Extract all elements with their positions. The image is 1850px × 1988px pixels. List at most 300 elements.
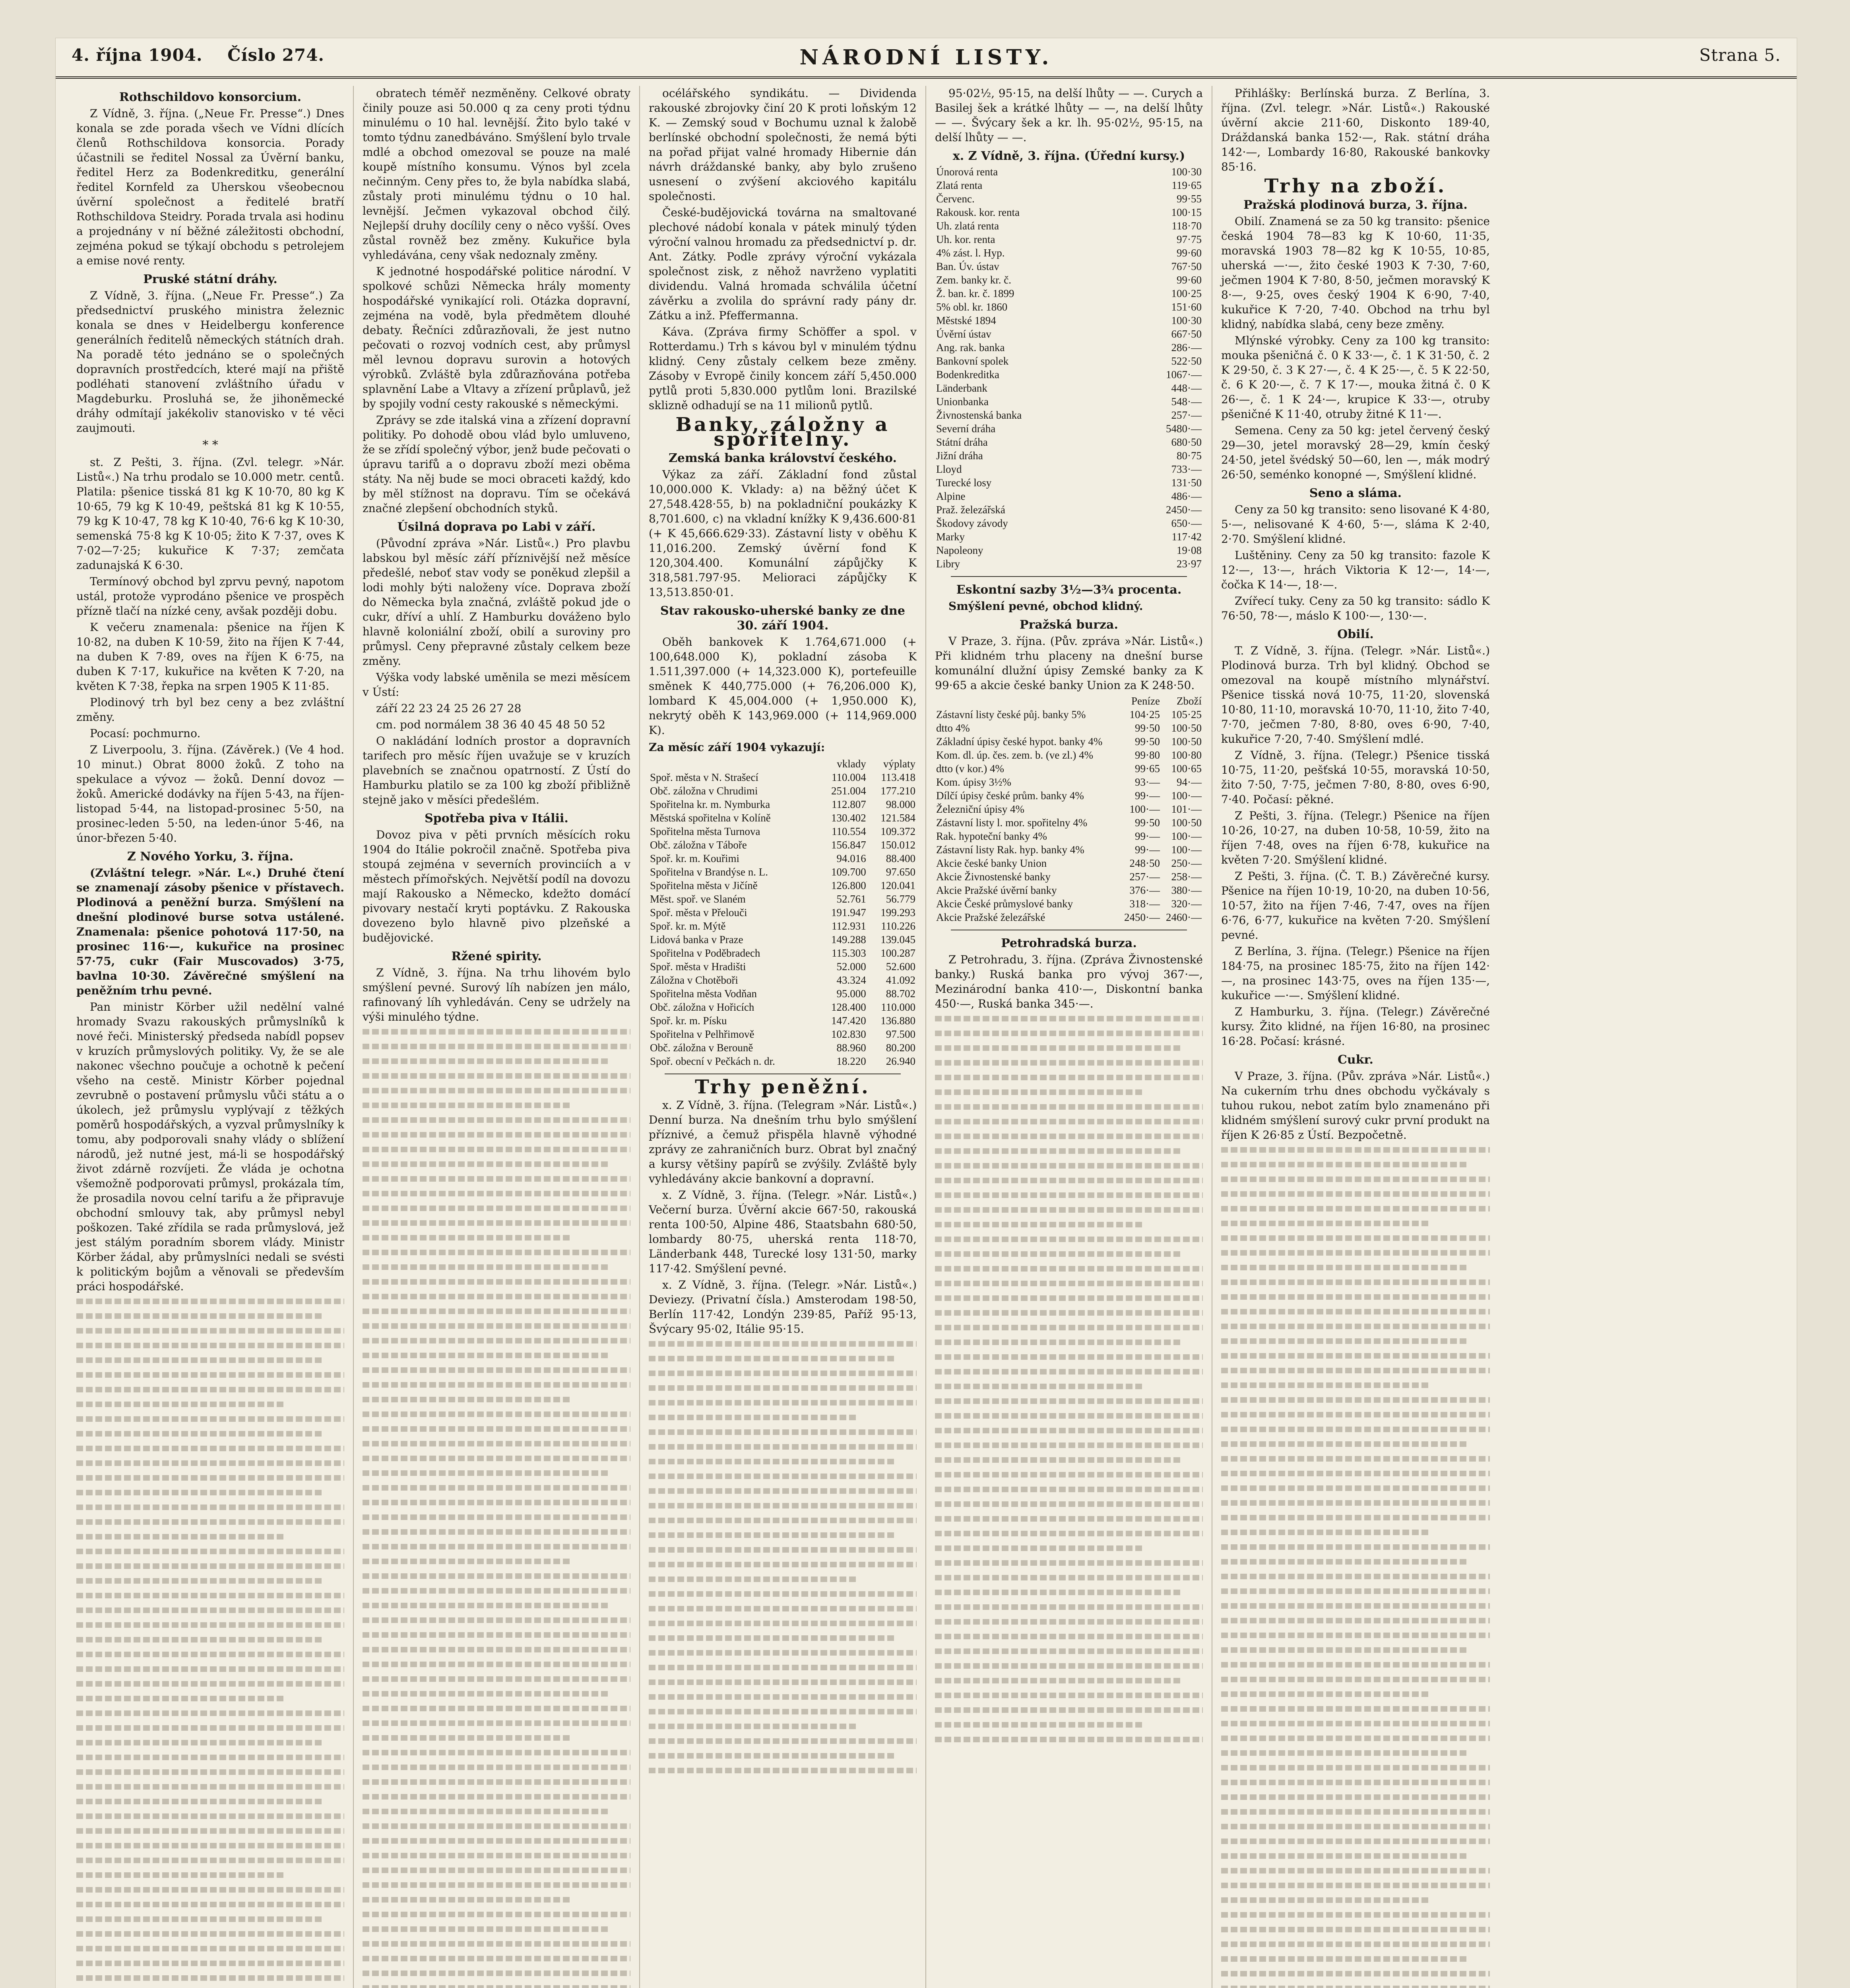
paragraph: x. Z Vídně, 3. října. (Telegr. »Nár. Listů«.) Deviezy. (Privatní čísla.) Amsterodam 198·50, Berlín 117·42, Londýn 239·85, Paříž 95·13, Švýcary 95·02, Itálie 95·15. <box>649 1278 917 1336</box>
table-row <box>935 911 1203 924</box>
heading-pivo-italie: Spotřeba piva v Itálii. <box>425 812 568 825</box>
row-value: 177.210 <box>880 785 915 797</box>
table-row <box>649 784 917 798</box>
table-row <box>935 883 1203 897</box>
table-row <box>935 462 1203 476</box>
row-label: Libry <box>936 558 960 570</box>
row-value: 100·30 <box>1171 166 1202 178</box>
paragraph: O nakládání lodních prostor a dopravních tarifech pro měsíc říjen uvažuje se v kruzích plavebních se značnou opatrností. Z Ústí do Hamburku platilo se za 100 kg zboží přibližně stejně jako v měsíci předešlém. <box>363 734 630 806</box>
table-row <box>649 798 917 811</box>
row-value: 118·70 <box>1171 220 1202 232</box>
row-value: 149.288 <box>831 934 866 945</box>
row-label: dtto 4% <box>936 722 970 734</box>
paragraph: Z Pešti, 3. října. (Telegr.) Pšenice na říjen 10·26, 10·27, na duben 10·58, 10·59, žito na říjen 7·48, oves na říjen 6·78, kukuřice na květen 7·20. Smýšlení klidné. <box>1221 809 1490 866</box>
table-row <box>649 825 917 838</box>
table-row <box>935 233 1203 246</box>
row-value: 110.004 <box>831 771 866 783</box>
row-value: 99·60 <box>1177 247 1202 259</box>
row-value: 733·— <box>1171 463 1202 475</box>
row-value: 1067·— <box>1166 369 1202 381</box>
table-row <box>935 708 1203 721</box>
row-label: Spořitelna města Turnova <box>650 825 760 837</box>
paragraph: x. Z Vídně, 3. října. (Telegr. »Nár. Listů«.) Večerní burza. Úvěrní akcie 667·50, rakouská renta 100·50, Alpine 486, Staatsbahn 680·50, lombardy 80·75, uherská renta 118·70, Länderbank 448, Turecké losy 131·50, marky 117·42. Smýšlení pevné. <box>649 1188 917 1275</box>
heading-uredni-kursy: x. Z Vídně, 3. října. (Úřední kursy.) <box>952 149 1185 163</box>
row-label: Spořitelna města Vodňan <box>650 988 757 1000</box>
table-row <box>649 865 917 879</box>
row-value: 88.702 <box>886 988 915 1000</box>
row-value: 128.400 <box>831 1001 866 1013</box>
vienna-quotes-table <box>935 165 1203 571</box>
row-value: 100·— <box>1171 790 1202 802</box>
row-value: 100·— <box>1129 803 1160 815</box>
row-label: Ž. ban. kr. č. 1899 <box>936 287 1014 299</box>
table-row <box>935 476 1203 489</box>
row-label: Spoř. obecní v Pečkách n. dr. <box>650 1055 775 1067</box>
row-label: Měst. spoř. ve Slaném <box>650 893 746 905</box>
row-value: 680·50 <box>1171 436 1202 448</box>
row-value: 119·65 <box>1171 179 1202 191</box>
row-value: 110.000 <box>881 1001 915 1013</box>
row-value: 667·50 <box>1171 328 1202 340</box>
row-label: Škodovy závody <box>936 517 1008 529</box>
row-value: 113.418 <box>881 771 915 783</box>
heading-spirity: Ržené spirity. <box>451 949 542 963</box>
row-value: 95.000 <box>836 988 866 1000</box>
row-value: 109.372 <box>880 825 915 837</box>
table-row <box>649 1027 917 1041</box>
paragraph: Výška vody labské uměnila se mezi měsícem v Ústí: <box>363 671 630 699</box>
row-value: 100·30 <box>1171 315 1202 326</box>
section-heading-trhy-na-zbozi: Trhy na zboží. <box>1264 175 1447 197</box>
paragraph: Obilí. Znamená se za 50 kg transito: pšenice česká 1904 78—83 kg K 10·60, 11·35, moravská 1903 78—82 kg K 10·55, 10·85, uherská —·—, žito české 1903 K 7·30, 7·60, ječmen 1904 K 7·80, 8·50, ječmen moravský K 8·—, 9·25, oves český 1904 K 6·90, 7·40, kukuřice K 7·20, 7·40. Obchod na trhu byl klidný, nabídka slabá, ceny beze změny. <box>1221 215 1490 331</box>
row-value: 100·25 <box>1171 287 1202 299</box>
table-header <box>649 757 917 771</box>
paragraph: obratech téměř nezměněny. Celkové obraty činily pouze asi 50.000 q za ceny proti týdnu minulému o 10 hal. levnější. Žito bylo také v tomto týdnu zanedbáváno. Smýšlení bylo trvale mdlé a obchod omezoval se pouze na malé koupě místního konsumu. Výnos byl zcela nečinným. Ceny přes to, že byla nabídka slabá, zůstaly proti minulému týdnu o 10 hal. levnější. Ječmen vykazoval obchod čilý. Nejlepší druhy docílily ceny o něco vyšší. Oves zůstal rovněž bez změny. Kukuřice byla vyhledávána, ceny však nedoznaly změny. <box>363 87 630 262</box>
table-row <box>935 314 1203 327</box>
row-label: Úvěrní ústav <box>936 328 991 340</box>
row-value: 112.931 <box>831 920 866 932</box>
row-value: 19·08 <box>1177 544 1202 556</box>
row-value: 5480·— <box>1166 423 1202 435</box>
row-value: 88.400 <box>886 852 915 864</box>
paragraph: Smýšlení pevné, obchod klidný. <box>948 600 1143 613</box>
table-row <box>649 933 917 946</box>
row-value: 147.420 <box>831 1015 866 1027</box>
heading-zemska-banka: Zemská banka království českého. <box>669 451 897 465</box>
row-value: 100·50 <box>1171 736 1202 747</box>
row-label: Městská spořitelna v Kolíně <box>650 812 771 824</box>
table-row <box>935 219 1203 233</box>
row-label: 5% obl. kr. 1860 <box>936 301 1008 313</box>
masthead-date: 4. října 1904. Číslo 274. <box>72 45 325 65</box>
text-lines <box>1221 1147 1490 1988</box>
col-header-vyplaty: výplaty <box>883 758 915 770</box>
paragraph: st. Z Pešti, 3. října. (Zvl. telegr. »Nár. Listů«.) Na trhu prodalo se 10.000 metr. centů. Platila: pšenice tisská 81 kg K 10·70, 80 kg K 10·65, 79 kg K 10·49, peštská 81 kg K 10·55, 79 kg K 10·47, 78 kg K 10·40, 76·6 kg K 10·30, semenská 75·8 kg K 10·05; žito K 7·37, oves K 7·02—7·25; kukuřice K 7·37; zemčata zadunajská K 6·30. <box>76 456 344 572</box>
row-label: Jižní dráha <box>936 450 983 462</box>
table-row <box>935 327 1203 341</box>
col-header-zbozi: Zboží <box>1177 695 1202 707</box>
row-label: Únorová renta <box>936 166 998 178</box>
row-value: 126.800 <box>831 879 866 891</box>
row-value: 320·— <box>1171 898 1202 910</box>
row-value: 191.947 <box>831 907 866 918</box>
row-label: Turecké losy <box>936 477 992 489</box>
row-label: Marky <box>936 531 965 543</box>
paragraph: V Praze, 3. října. (Pův. zpráva »Nár. Listů«.) Na cukerním trhu dnes obchodu vyčkávaly s tuhou rukou, nebot zatím bylo znamenáno při klidném smýšlení surový cukr první produkt na říjen K 26·85 z Ústí. Bezpočetně. <box>1221 1070 1490 1142</box>
row-label: Městské 1894 <box>936 315 996 326</box>
row-label: Rak. hypoteční banky 4% <box>936 830 1047 842</box>
row-value: 100·50 <box>1171 817 1202 829</box>
table-row <box>649 906 917 919</box>
paragraph: K jednotné hospodářské politice národní. V spolkové schůzi Německa hrály momenty hospodářské vynikající roli. Otázka dopravní, zejména na vodě, byla předmětem dlouhé debaty. Řečníci zdůrazňovali, že jest nutno pečovati o rozvoj vodních cest, aby průmysl měl levnou dopravu surovin a hotových výrobků. Zvláště byla zdůrazňována potřeba splavnění Labe a Vltavy a zřízení průplavů, jež by spojily vodní cesty rakouské s německými. <box>363 265 630 410</box>
row-label: Obč. záložna v Táboře <box>650 839 747 851</box>
row-value: 131·50 <box>1171 477 1202 489</box>
row-label: Länderbank <box>936 382 987 394</box>
row-value: 117·42 <box>1171 531 1202 543</box>
row-value: 52.600 <box>886 961 915 973</box>
row-label: Obč. záložna v Berouně <box>650 1042 753 1054</box>
table-row <box>935 260 1203 273</box>
row-label: Lloyd <box>936 463 962 475</box>
table-row <box>935 829 1203 843</box>
row-value: 112.807 <box>831 798 866 810</box>
row-value: 105·25 <box>1171 709 1202 720</box>
table-row <box>935 246 1203 260</box>
paragraph: Oběh bankovek K 1.764,671.000 (+ 100,648.000 K), pokladní zásoba K 1.511,397.000 (+ 14,323.000 K), portefeuille směnek K 440,775.000 (+ 76,206.000 K), lombard K 45,004.000 (+ 1,950.000 K), nekrytý oběh K 143,969.000 (+ 114,969.000 K). <box>649 635 917 737</box>
col-header-penize: Peníze <box>1131 695 1160 707</box>
heading-rothschild: Rothschildovo konsorcium. <box>119 90 302 104</box>
row-value: 248·50 <box>1129 857 1160 869</box>
row-value: 99·50 <box>1135 722 1160 734</box>
table-row <box>935 897 1203 911</box>
table-row <box>649 892 917 906</box>
masthead-title: NÁRODNÍ LISTY. <box>799 45 1053 70</box>
paragraph: Dovoz piva v pěti prvních měsících roku 1904 do Itálie pokročil značně. Spotřeba piva stoupá zejména v severních provinciích a v městech přímořských. Největší podíl na dovozu mají Rakousko a Německo, kdežto domácí pivovary nestačí kryti poptávku. Z Rakouska dovezeno bylo hlavně pivo plzeňské a budějovické. <box>363 828 630 944</box>
row-value: 99·80 <box>1135 749 1160 761</box>
text-lines <box>76 1299 344 1988</box>
table-row <box>649 811 917 825</box>
paragraph: Z Vídně, 3. října. („Neue Fr. Presse“.) Dnes konala se zde porada všech ve Vídni dlících členů Rothschildova konsorcia. Porady účastnili se ředitel Nossal za Úvěrní banku, ředitel Herz za Bodenkreditku, generální ředitel Kornfeld za Uherskou všeobecnou úvěrní společnost a ředitelé bratří Rothschildova Steidry. Porada trvala asi hodinu a projednány v ní běžné záležitosti obchodní, zejména pokud se týkají obchodu s petrolejem a emise nové renty. <box>76 107 344 267</box>
row-value: 99·65 <box>1135 763 1160 775</box>
paragraph: T. Z Vídně, 3. října. (Telegr. »Nár. Listů«.) Plodinová burza. Trh byl klidný. Obchod se omezoval na koupě místního mlynářství. Pšenice tisská nová 10·75, 11·20, slovenská 10·80, 11·10, moravská 10·70, 11·10, žito 7·40, 7·70, ječmen 7·80, 8·80, oves 6·90, 7·40, kukuřice 7·20, 7·40. Smýšlení mdlé. <box>1221 644 1490 746</box>
row-label: dtto (v kor.) 4% <box>936 763 1004 775</box>
paragraph: Z Hamburku, 3. října. (Telegr.) Závěrečné kursy. Žito klidné, na říjen 16·80, na prosinec 16·28. Počasí: krásné. <box>1221 1005 1490 1048</box>
row-value: 80·75 <box>1177 450 1202 462</box>
row-value: 151·60 <box>1171 301 1202 313</box>
row-value: 80.200 <box>886 1042 915 1054</box>
row-label: Dílčí úpisy české prům. banky 4% <box>936 790 1084 802</box>
row-label: Spoř. kr. m. Mýtě <box>650 920 726 932</box>
table-row <box>935 748 1203 762</box>
row-value: 120.041 <box>880 879 915 891</box>
row-value: 150.012 <box>880 839 915 851</box>
row-value: 250·— <box>1171 857 1202 869</box>
table-row <box>649 879 917 892</box>
savings-table <box>649 757 917 1068</box>
table-row <box>935 165 1203 179</box>
masthead <box>56 38 1797 79</box>
newspaper-page <box>56 38 1797 1988</box>
heading-new-york: Z Nového Yorku, 3. října. <box>127 850 294 864</box>
row-label: Rakousk. kor. renta <box>936 206 1020 218</box>
table-row <box>649 1041 917 1054</box>
table-row <box>935 516 1203 530</box>
table-row <box>935 735 1203 748</box>
heading-obili: Obilí. <box>1337 627 1374 641</box>
table-title: Za měsíc září 1904 vykazují: <box>649 741 825 754</box>
row-value: 23·97 <box>1177 558 1202 570</box>
row-value: 199.293 <box>880 907 915 918</box>
row-label: Akcie Pražské úvěrní banky <box>936 884 1057 896</box>
water-level-row: září 22 23 24 25 26 27 28 <box>376 702 522 715</box>
row-label: Státní dráha <box>936 436 988 448</box>
column-4 <box>926 86 1212 1988</box>
row-label: Spoř. kr. m. Kouřimi <box>650 852 740 864</box>
row-value: 97.500 <box>886 1028 915 1040</box>
row-value: 52.761 <box>836 893 866 905</box>
col-header-vklady: vklady <box>837 758 866 770</box>
row-value: 97.650 <box>886 866 915 878</box>
paragraph: Z Vídně, 3. října. (Telegr.) Pšenice tisská 10·75, 11·20, pešťská 10·55, moravská 10·50, žito 7·50, 7·75, ječmen 7·80, 8·80, oves 6·90, 7·40. Počasí: pěkné. <box>1221 749 1490 806</box>
heading-seno-slama: Seno a sláma. <box>1309 486 1402 500</box>
row-label: Napoleony <box>936 544 983 556</box>
row-label: Akcie Pražské železářské <box>936 911 1045 923</box>
table-row <box>649 960 917 973</box>
row-value: 486·— <box>1171 490 1202 502</box>
section-heading-trhy-penezni: Trhy peněžní. <box>695 1076 871 1098</box>
row-label: Lidová banka v Praze <box>650 934 743 945</box>
row-value: 99·— <box>1135 844 1160 856</box>
table-row <box>935 368 1203 381</box>
row-value: 100·65 <box>1171 763 1202 775</box>
table-row <box>649 1054 917 1068</box>
table-row <box>935 489 1203 503</box>
row-value: 380·— <box>1171 884 1202 896</box>
heading-pruske-drahy: Pruské státní dráhy. <box>143 272 277 286</box>
row-label: Akcie České průmyslové banky <box>936 898 1073 910</box>
table-row <box>935 395 1203 408</box>
paragraph: Přihlášky: Berlínská burza. Z Berlína, 3. října. (Zvl. telegr. »Nár. Listů«.) Rakouské úvěrní akcie 211·60, Diskonto 189·40, Dráždanská banka 152·—, Rak. státní dráha 142·—, Lombardy 16·80, Rakouské bankovky 85·16. <box>1221 87 1490 173</box>
row-label: Spoř. města v Přelouči <box>650 907 747 918</box>
row-label: Uh. kor. renta <box>936 233 995 245</box>
table-row <box>935 179 1203 192</box>
row-value: 43.324 <box>836 974 866 986</box>
row-label: Alpine <box>936 490 966 502</box>
paragraph: Výkaz za září. Základní fond zůstal 10,000.000 K. Vklady: a) na běžný účet K 27,548.428·55, b) na pokladniční poukázky K 8,701.600, c) na vkladní knížky K 9,436.600·81 (+ K 45,666.629·33). Zástavní listy v oběhu K 11,016.200. Zemský úvěrní fond K 120,304.400. Komunální zápůjčky K 318,581.797·95. Melioraci zápůjčky K 13,513.850·01. <box>649 468 917 599</box>
table-row <box>649 987 917 1000</box>
row-value: 94.016 <box>836 852 866 864</box>
row-value: 93·— <box>1135 776 1160 788</box>
divider <box>951 576 1187 577</box>
row-value: 139.045 <box>880 934 915 945</box>
row-label: Zástavní listy české půj. banky 5% <box>936 709 1086 720</box>
table-row <box>935 843 1203 856</box>
row-label: Spořitelna města v Jičíně <box>650 879 758 891</box>
row-value: 258·— <box>1171 871 1202 883</box>
table-row <box>649 1000 917 1014</box>
row-value: 97·75 <box>1177 233 1202 245</box>
row-value: 522·50 <box>1171 355 1202 367</box>
row-value: 100·— <box>1171 830 1202 842</box>
row-value: 98.000 <box>886 798 915 810</box>
row-value: 100.287 <box>880 947 915 959</box>
row-label: Bodenkreditka <box>936 369 999 381</box>
row-value: 99·60 <box>1177 274 1202 286</box>
water-level-row: cm. pod normálem 38 36 40 45 48 50 52 <box>376 718 605 731</box>
row-value: 448·— <box>1171 382 1202 394</box>
table-row <box>935 273 1203 287</box>
row-label: Zástavní listy Rak. hyp. banky 4% <box>936 844 1084 856</box>
heading-labe: Úsilná doprava po Labi v září. <box>397 520 596 534</box>
row-label: Kom. úpisy 3½% <box>936 776 1011 788</box>
table-row <box>935 775 1203 789</box>
row-label: Spořitelna v Poděbradech <box>650 947 760 959</box>
table-row <box>649 852 917 865</box>
paragraph: Semena. Ceny za 50 kg: jetel červený český 29—30, jetel moravský 28—29, kmín český 24·50, jetel švédský 50—60, len —, mák modrý 26·50, seménko konopné —, Smýšlení klidné. <box>1221 424 1490 481</box>
table-row <box>649 1014 917 1027</box>
paragraph: Z Petrohradu, 3. října. (Zpráva Živnostenské banky.) Ruská banka pro vývoj 367·—, Mezinárodní banka 410·—, Diskontní banka 450·—, Ruská banka 345·—. <box>935 953 1203 1010</box>
row-label: Akcie české banky Union <box>936 857 1047 869</box>
row-label: Unionbanka <box>936 396 989 408</box>
row-value: 104·25 <box>1129 709 1160 720</box>
row-label: Spoř. kr. m. Písku <box>650 1015 727 1027</box>
table-row <box>935 354 1203 368</box>
paragraph: Káva. (Zpráva firmy Schöffer a spol. v Rotterdamu.) Trh s kávou byl v minulém týdnu klidný. Ceny zůstaly celkem beze změny. Zásoby v Evropě činily koncem září 5,450.000 pytlů proti 5,830.000 pytlům loni. Brazilské sklizně odhadují se na 11 milionů pytlů. <box>649 325 917 412</box>
heading-cukr: Cukr. <box>1338 1053 1373 1067</box>
paragraph: Z Vídně, 3. října. Na trhu lihovém bylo smýšlení pevné. Surový líh nabízen jen málo, rafinovaný líh vyhledáván. Ceny se udržely na výši minulého týdne. <box>363 966 630 1023</box>
paragraph: Mlýnské výrobky. Ceny za 100 kg transito: mouka pšeničná č. 0 K 33·—, č. 1 K 31·50, č. 2 K 29·50, č. 3 K 27·—, č. 4 K 25·—, č. 5 K 22·50, č. 6 K 20·—, č. 7 K 17·—, mouka žitná č. 0 K 26·—, č. 1 K 24·—, krupice K 33·—, otruby pšeničné K 11·40, otruby žitné K 11·—. <box>1221 334 1490 421</box>
row-label: Bankovní spolek <box>936 355 1009 367</box>
heading-prazska-burza: Pražská burza. <box>1020 618 1118 632</box>
table-row <box>935 802 1203 816</box>
table-row <box>649 771 917 784</box>
paragraph: Pan ministr Körber užil nedělní valné hromady Svazu rakouských průmyslníků k nové řeči. Ministerský předseda nabídl popsev v kruzích průmyslových politiky. Vy, že se ale nakonec všechno poučuje a ochotně k pečení všeho na cestě. Ministr Körber pojednal zevrubně o postavení průmyslu vůči státu a o úkolech, jež průmyslu vyplývají z těžkých poměrů hospodářských, a vyzval průmyslníky k tomu, aby podporovali snahy vlády o sblížení národů, jež nutné jest, má-li se hospodářský život zdárně rozvíjeti. Že vláda je ochotna všemožně podporovati průmysl, prokázala tím, že prosadila novou celní tarifu a že připravuje obchodní smlouvy tak, aby průmysl nebyl poškozen. Také zřídila se rada průmyslová, jež jest stálým poradním sborem vlády. Ministr Körber žádal, aby průmyslníci nedali se svésti k politickým bojům a věnovali se především práci hospodářské. <box>76 1000 344 1293</box>
row-label: Spoř. města v N. Strašecí <box>650 771 758 783</box>
paragraph: Z Vídně, 3. října. („Neue Fr. Presse“.) Za předsednictví pruského ministra železnic konala se dnes v Heidelbergu konference generálních ředitelů německých státních drah. Na poradě této jednáno se o společných dopravních prostředcích, které mají na přiště podléhati stanovení zvláštního úřadu v Magdeburku. Prosluhá se, že jihoněmecké dráhy odmítají jakékoliv stanovisko v té věci zaujmouti. <box>76 289 344 435</box>
column-2 <box>354 86 640 1988</box>
masthead-page: Strana 5. <box>1699 45 1781 65</box>
table-row <box>935 816 1203 829</box>
row-value: 156.847 <box>831 839 866 851</box>
table-row <box>935 422 1203 435</box>
paragraph: océlářského syndikátu. — Dividenda rakouské zbrojovky činí 20 K proti loňským 12 K. — Zemský soud v Bochumu uznal k žalobě berlínské obchodní společnosti, že nemá býti na pořad přijat valné hromady Hibernie dán návrh dráždanské banky, aby bylo zrušeno usnesení o zvýšení akciového kapitálu společnosti. <box>649 87 917 203</box>
row-label: Spořitelna v Brandýse n. L. <box>650 866 768 878</box>
heading-rak-uh-banka: Stav rakousko-uherské banky ze dne 30. září 1904. <box>660 604 905 633</box>
table-row <box>935 192 1203 206</box>
row-value: 257·— <box>1129 871 1160 883</box>
row-value: 376·— <box>1129 884 1160 896</box>
table-row <box>649 919 917 933</box>
row-label: Záložna v Chotěboři <box>650 974 738 986</box>
row-label: Obč. záložna v Chrudimi <box>650 785 758 797</box>
row-value: 18.220 <box>836 1055 866 1067</box>
heading-petrohrad: Petrohradská burza. <box>1001 936 1137 950</box>
row-value: 100·— <box>1171 844 1202 856</box>
paragraph: Ceny za 50 kg transito: seno lisované K 4·80, 5·—, nelisované K 4·60, 5·—, sláma K 2·40, 2·70. Smýšlení klidné. <box>1221 503 1490 546</box>
table-row <box>935 557 1203 571</box>
row-value: 101·— <box>1171 803 1202 815</box>
row-label: Praž. železářská <box>936 504 1005 516</box>
row-label: Zem. banky kr. č. <box>936 274 1011 286</box>
table-row <box>935 870 1203 883</box>
paragraph: x. Z Vídně, 3. října. (Telegram »Nár. Listů«.) Denní burza. Na dnešním trhu bylo smýšlení příznivé, a čemuž přispěla hlavně výhodné zprávy ze zahraničních burz. Obrat byl značný a kursy většiny papírů se zvýšily. Zvláště byly vyhledávány akcie bankovní a dopravní. <box>649 1099 917 1185</box>
table-row <box>649 973 917 987</box>
paragraph: Luštěniny. Ceny za 50 kg transito: fazole K 12·—, 13·—, hrách Viktoria K 12·—, 14·—, čočka K 14·—, 18·—. <box>1221 549 1490 591</box>
row-value: 548·— <box>1171 396 1202 408</box>
row-label: Ban. Úv. ústav <box>936 260 999 272</box>
table-row <box>935 856 1203 870</box>
row-label: Ang. rak. banka <box>936 342 1005 353</box>
paragraph: Z Liverpoolu, 3. října. (Závěrek.) (Ve 4 hod. 10 minut.) Obrat 8000 žoků. Z toho na spekulace a vývoz — žoků. Denní dovoz — žoků. Americké dodávky na říjen 5·43, na říjen-listopad 5·44, na listopad-prosinec 5·50, na prosinec-leden 5·50, na leden-únor 5·46, na únor-březen 5·40. <box>76 743 344 845</box>
columns <box>68 86 1785 1988</box>
table-row <box>935 530 1203 544</box>
paragraph: České-budějovická továrna na smaltované plechové nádobí konala v pátek minulý týden výroční valnou hromadu za předsednictví p. dr. Ant. Zátky. Podle zprávy výroční vykázala společnost zisk, z něhož navrženo vyplatiti dividendu. Valná hromada schválila účetní závěrku a zvolila do správní rady pány dr. Zátku a inž. Pfeffermanna. <box>649 206 917 322</box>
row-value: 318·— <box>1129 898 1160 910</box>
row-label: Zástavní listy l. mor. spořitelny 4% <box>936 817 1088 829</box>
row-label: Spořitelna kr. m. Nymburka <box>650 798 770 810</box>
row-value: 99·— <box>1135 830 1160 842</box>
row-value: 99·— <box>1135 790 1160 802</box>
row-value: 99·50 <box>1135 817 1160 829</box>
row-label: 4% zást. l. Hyp. <box>936 247 1005 259</box>
table-row <box>935 206 1203 219</box>
table-row <box>935 721 1203 735</box>
row-value: 121.584 <box>880 812 915 824</box>
table-row <box>935 544 1203 557</box>
paragraph: Zprávy se zde italská vina a zřízení dopravní politiky. Po dohodě obou vlád bylo umluveno, že se zřídí společný výbor, jenž bude pečovati o úpravu tarifů a o dopravu zboží mezi oběma státy. Na něj bude se moci obraceti každý, kdo by měl stížnost na dopravu. Tím se očekává značné zlepšení obchodních styků. <box>363 414 630 515</box>
separator-stars: * * <box>202 438 218 452</box>
table-row <box>935 503 1203 516</box>
table-row <box>935 762 1203 775</box>
row-label: Uh. zlatá renta <box>936 220 999 232</box>
row-label: Zlatá renta <box>936 179 983 191</box>
row-value: 41.092 <box>886 974 915 986</box>
row-value: 94·— <box>1177 776 1202 788</box>
paragraph: Pocasí: pochmurno. <box>90 727 201 740</box>
row-value: 251.004 <box>831 785 866 797</box>
table-header <box>935 694 1203 708</box>
row-label: Severní dráha <box>936 423 996 435</box>
column-5 <box>1212 86 1499 1988</box>
row-value: 767·50 <box>1171 260 1202 272</box>
row-label: Základní úpisy české hypot. banky 4% <box>936 736 1103 747</box>
row-value: 2450·— <box>1166 504 1202 516</box>
row-value: 2460·— <box>1166 911 1202 923</box>
row-label: Akcie Živnostenské banky <box>936 871 1051 883</box>
row-label: Červenc. <box>936 193 975 205</box>
row-value: 52.000 <box>836 961 866 973</box>
row-value: 115.303 <box>831 947 866 959</box>
row-label: Kom. dl. úp. čes. zem. b. (ve zl.) 4% <box>936 749 1094 761</box>
row-value: 99·55 <box>1177 193 1202 205</box>
paragraph: (Zvláštní telegr. »Nár. L«.) Druhé čtení se znamenají zásoby pšenice v přístavech. Plodinová a peněžní burza. Smýšlení na dnešní plodinové burse sotva ustálené. Znamenala: pšenice pohotová 117·50, na prosinec 116·—, kukuřice na prosinec 57·75, cukr (Fair Muscovados) 3·75, bavlna 10·30. Závěrečné smýšlení na peněžním trhu pevné. <box>76 866 344 997</box>
paragraph: K večeru znamenala: pšenice na říjen K 10·82, na duben K 10·59, žito na říjen K 7·44, na duben K 7·89, oves na říjen K 6·75, na duben K 7·17, kukuřice na květen K 7·20, na květen K 7·38, řepka na srpen 1905 K 11·85. <box>76 621 344 693</box>
table-row <box>935 408 1203 422</box>
row-value: 257·— <box>1171 409 1202 421</box>
table-row <box>935 300 1203 314</box>
paragraph: 95·02½, 95·15, na delší lhůty — —. Curych a Basilej šek a krátké lhůty — —, na delší lhůty — —. Švýcary šek a kr. lh. 95·02½, 95·15, na delší lhůty — —. <box>935 87 1203 144</box>
row-label: Spoř. města v Hradišti <box>650 961 746 973</box>
row-value: 100·80 <box>1171 749 1202 761</box>
table-row <box>935 287 1203 300</box>
paragraph: Plodinový trh byl bez ceny a bez zvláštní změny. <box>76 696 344 724</box>
row-value: 56.779 <box>886 893 915 905</box>
row-value: 286·— <box>1171 342 1202 353</box>
row-value: 100·15 <box>1171 206 1202 218</box>
text-lines <box>363 1029 630 1988</box>
table-row <box>935 789 1203 802</box>
heading-eskont: Eskontní sazby 3½—3¾ procenta. <box>956 583 1182 597</box>
